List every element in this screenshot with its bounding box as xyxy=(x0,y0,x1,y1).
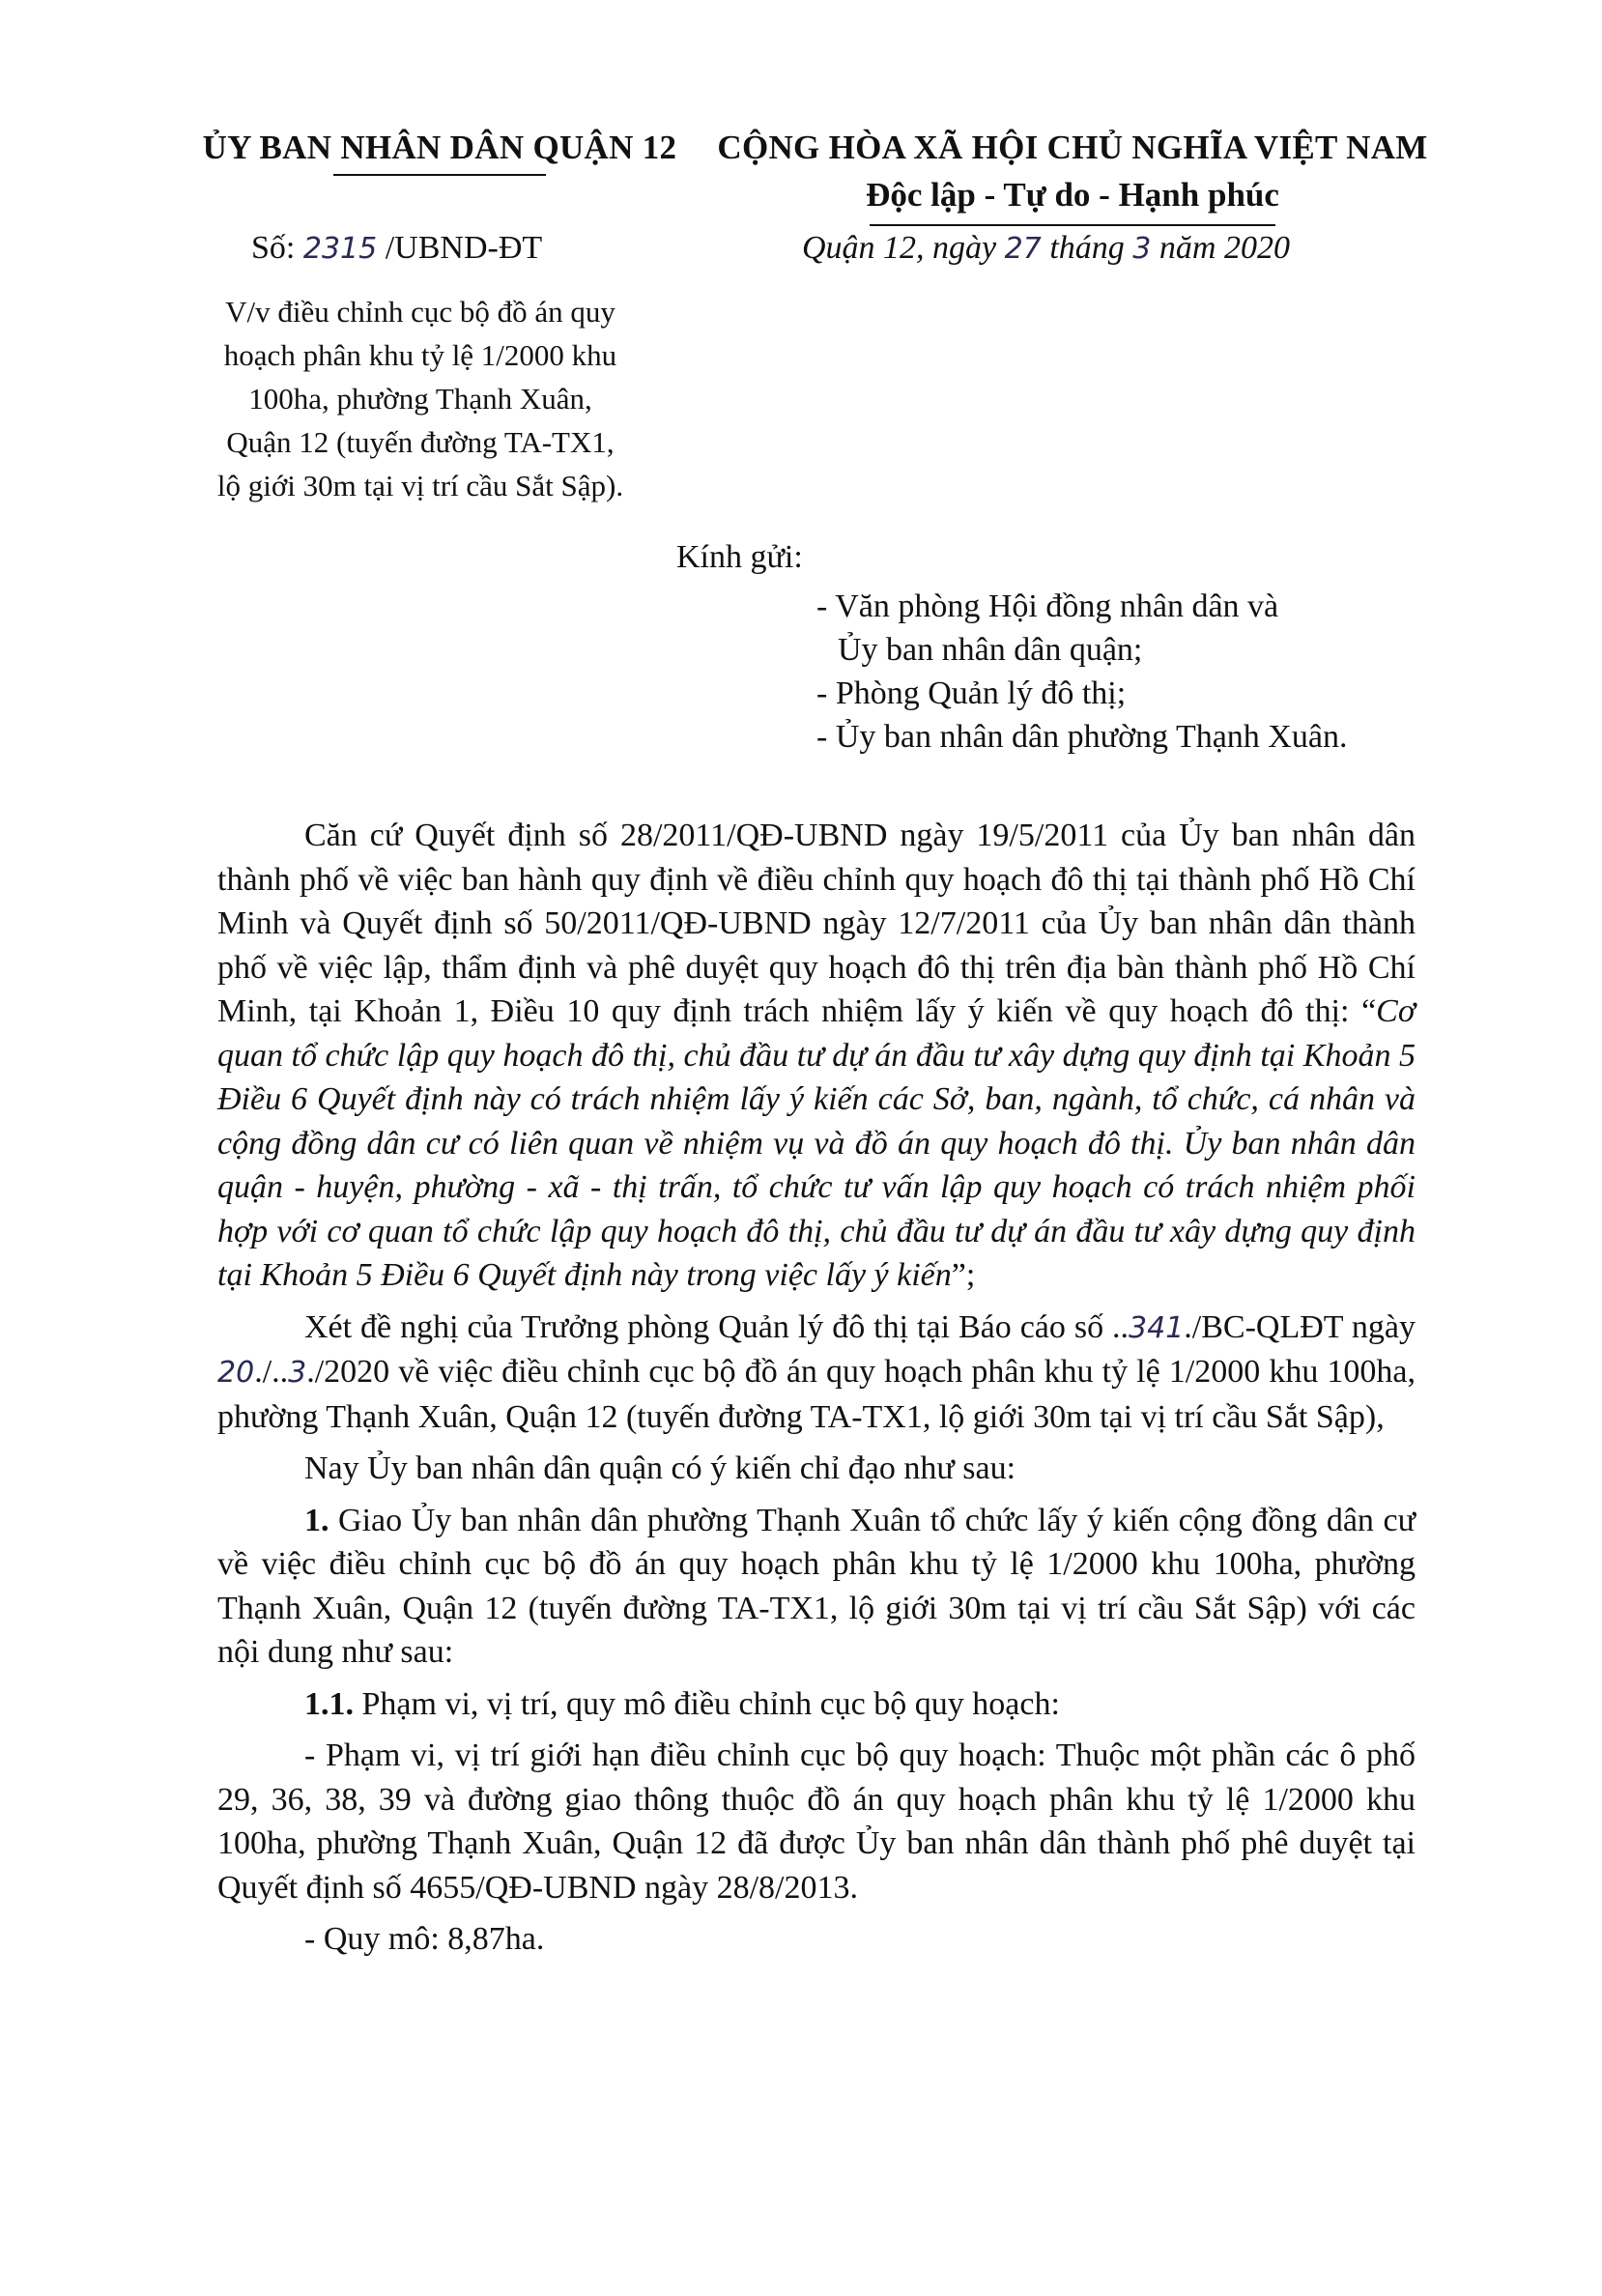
motto-underline xyxy=(870,224,1275,226)
handwritten-number: 2315 xyxy=(302,232,378,266)
subject-block xyxy=(193,290,647,507)
year: 2020 xyxy=(1223,230,1290,266)
quote-close: ”; xyxy=(951,1257,976,1293)
issuer-block xyxy=(188,126,691,176)
handwritten-day: 27 xyxy=(1004,232,1042,266)
proposal-text: ./BC-QLĐT ngày xyxy=(1184,1308,1416,1345)
legal-basis-text: Căn cứ Quyết định số 28/2011/QĐ-UBND ngày 19/5/2011 của Ủy ban nhân dân thành phố về việc ban hành quy định về điều chỉnh quy hoạch đô thị tại thành phố Hồ Chí Minh và Quyết định số 50/2011/QĐ-UBND ngày 12/7/2011 của Ủy ban nhân dân thành phố về việc lập, thẩm định và phê duyệt quy hoạch đô thị trên địa bàn thành phố Hồ Chí Minh, tại Khoản 1, Điều 10 quy định trách nhiệm lấy ý kiến về quy hoạch đô thị: “ xyxy=(217,818,1416,1029)
paragraph-directive: Nay Ủy ban nhân dân quận có ý kiến chỉ đạo như sau: xyxy=(304,1450,1016,1486)
document-body xyxy=(217,814,1416,1962)
recipient-item: Ủy ban nhân dân quận; xyxy=(838,632,1143,668)
national-motto: Độc lập - Tự do - Hạnh phúc xyxy=(866,176,1279,214)
paragraph-item-1 xyxy=(217,1499,1416,1675)
subject-line: 100ha, phường Thạnh Xuân, xyxy=(248,382,592,416)
proposal-text: Xét đề nghị của Trưởng phòng Quản lý đô thị tại Báo cáo số .. xyxy=(304,1308,1130,1345)
paragraph-item-1-1 xyxy=(217,1682,1416,1727)
issuer-underline xyxy=(333,174,546,176)
recipient-item: - Ủy ban nhân dân phường Thạnh Xuân. xyxy=(816,719,1348,755)
recipients-list xyxy=(816,585,1347,759)
handwritten-report-day: 20 xyxy=(217,1356,255,1390)
handwritten-report-month: 3 xyxy=(288,1356,307,1390)
paragraph-proposal xyxy=(217,1306,1416,1440)
recipients-label: Kính gửi: xyxy=(676,539,803,575)
number-prefix: Số: xyxy=(251,230,296,266)
item-number: 1.1. xyxy=(304,1685,354,1722)
national-title: CỘNG HÒA XÃ HỘI CHỦ NGHĨA VIỆT NAM xyxy=(717,129,1428,166)
proposal-text: ./2020 về việc điều chỉnh cục bộ đồ án quy hoạch phân khu tỷ lệ 1/2000 khu 100ha, phường Thạnh Xuân, Quận 12 (tuyến đường TA-TX1, lộ giới 30m tại vị trí cầu Sắt Sập), xyxy=(217,1354,1416,1435)
item-number: 1. xyxy=(304,1502,329,1538)
number-suffix: /UBND-ĐT xyxy=(385,230,543,266)
item-text: Giao Ủy ban nhân dân phường Thạnh Xuân tổ chức lấy ý kiến cộng đồng dân cư về việc điều chỉnh cục bộ đồ án quy hoạch phân khu tỷ lệ 1/2000 khu 100ha, phường Thạnh Xuân, Quận 12 (tuyến đường TA-TX1, lộ giới 30m tại vị trí cầu Sắt Sập) với các nội dung như sau: xyxy=(217,1502,1416,1670)
month-label: tháng xyxy=(1049,230,1125,266)
legal-basis-quote: Cơ quan tổ chức lập quy hoạch đô thị, chủ đầu tư dự án đầu tư xây dựng quy định tại Khoản 5 Điều 6 Quyết định này có trách nhiệm lấy ý kiến các Sở, ban, ngành, tổ chức, cá nhân và cộng đồng dân cư có liên quan về nhiệm vụ và đồ án quy hoạch đô thị. Ủy ban nhân dân quận - huyện, phường - xã - thị trấn, tổ chức tư vấn lập quy hoạch có trách nhiệm phối hợp với cơ quan tổ chức lập quy hoạch đô thị, chủ đầu tư dự án đầu tư xây dựng quy định tại Khoản 5 Điều 6 Quyết định này trong việc lấy ý kiến xyxy=(217,993,1416,1293)
paragraph-scope: - Phạm vi, vị trí giới hạn điều chỉnh cục bộ quy hoạch: Thuộc một phần các ô phố 29, 36, 38, 39 và đường giao thông thuộc đồ án quy hoạch phân khu tỷ lệ 1/2000 khu 100ha, phường Thạnh Xuân, Quận 12 đã được Ủy ban nhân dân thành phố phê duyệt tại Quyết định số 4655/QĐ-UBND ngày 28/8/2013. xyxy=(217,1737,1416,1906)
recipient-item: - Văn phòng Hội đồng nhân dân và xyxy=(816,588,1279,624)
year-label: năm xyxy=(1159,230,1216,266)
recipient-item: - Phòng Quản lý đô thị; xyxy=(816,675,1127,711)
national-header xyxy=(705,126,1440,226)
document-number xyxy=(251,230,542,267)
document-date xyxy=(802,230,1290,267)
paragraph-scale: - Quy mô: 8,87ha. xyxy=(304,1921,545,1957)
subject-line: lộ giới 30m tại vị trí cầu Sắt Sập). xyxy=(216,469,624,502)
proposal-text: ./.. xyxy=(254,1354,289,1390)
handwritten-report-number: 341 xyxy=(1129,1310,1185,1345)
handwritten-month: 3 xyxy=(1132,232,1152,266)
date-prefix: Quận 12, ngày xyxy=(802,230,997,266)
subject-line: Quận 12 (tuyến đường TA-TX1, xyxy=(226,425,615,459)
subject-line: hoạch phân khu tỷ lệ 1/2000 khu xyxy=(223,338,617,372)
item-text: Phạm vi, vị trí, quy mô điều chỉnh cục bộ quy hoạch: xyxy=(354,1685,1060,1722)
paragraph-legal-basis xyxy=(217,814,1416,1298)
issuer-name: ỦY BAN NHÂN DÂN QUẬN 12 xyxy=(202,129,677,166)
subject-line: V/v điều chỉnh cục bộ đồ án quy xyxy=(225,295,615,329)
